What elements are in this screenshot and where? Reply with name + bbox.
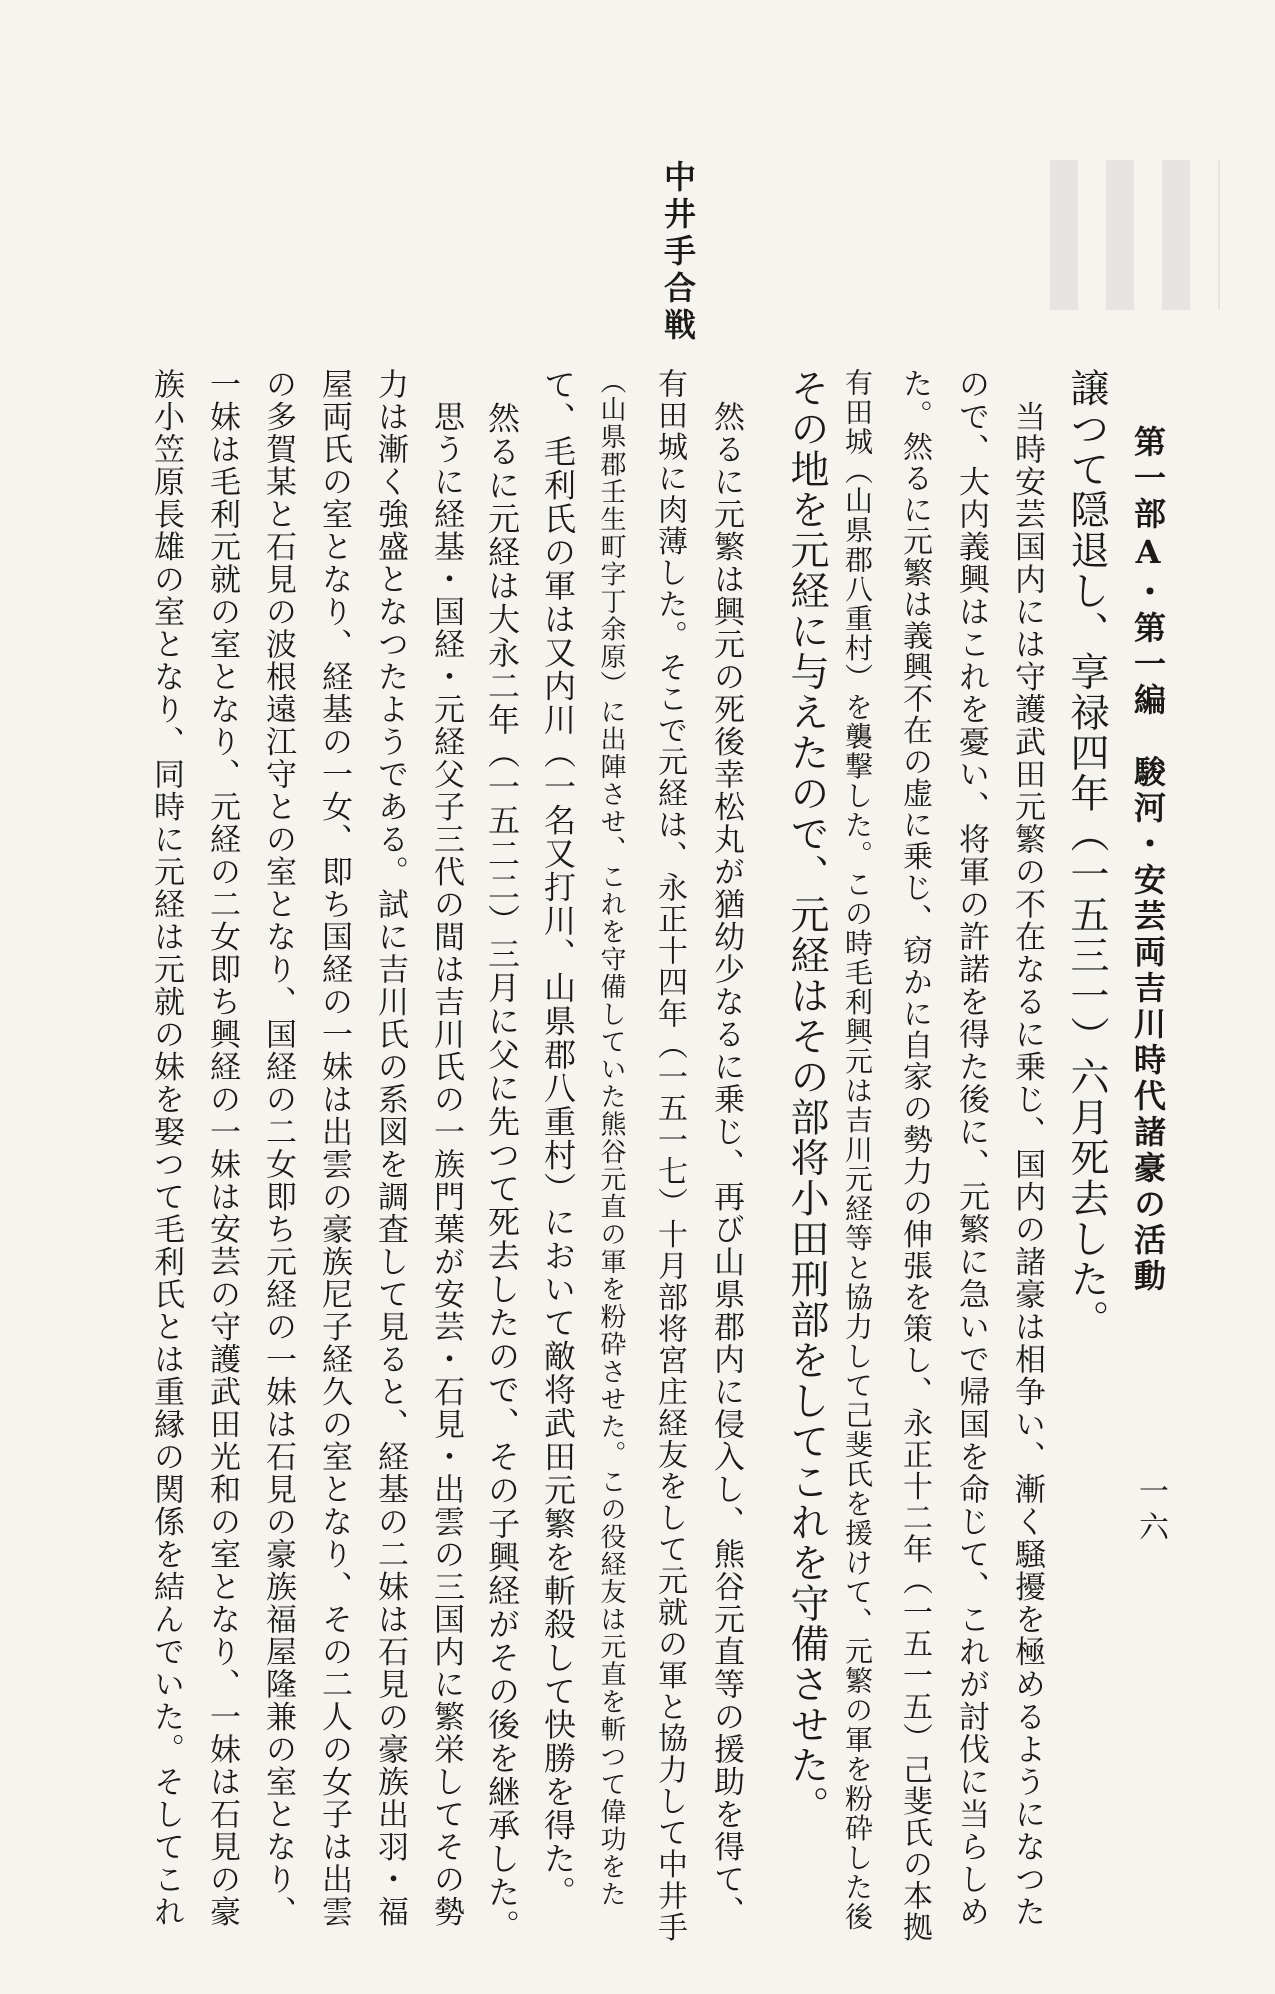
body-line: 族小笠原長雄の室となり、同時に元経は元就の妹を娶つて毛利氏とは重縁の関係を結んでいた。そしてこれ bbox=[148, 368, 184, 1928]
body-line: 有田城（山県郡八重村）を襲撃した。この時毛利興元は吉川元経等と協力して己斐氏を援けて、元繁の軍を粉砕した後 bbox=[841, 368, 874, 1932]
body-line: 当時安芸国内には守護武田元繁の不在なるに乗じ、国内の諸豪は相争い、漸く騒擾を極めるようになつた bbox=[1009, 368, 1045, 1928]
running-header: 第一部A・第一編 駿河・安芸両吉川時代諸豪の活動 bbox=[1129, 425, 1167, 1295]
body-line: 力は漸く強盛となつたようである。試に吉川氏の系図を調査して見ると、経基の二妹は石見の豪族出羽・福 bbox=[372, 368, 408, 1928]
page-number: 一六 bbox=[1133, 1475, 1168, 1547]
body-line: た。然るに元繁は義興不在の虚に乗じ、窃かに自家の勢力の伸張を策し、永正十二年（一五一五）己斐氏の本拠 bbox=[897, 368, 932, 1943]
body-line: の多賀某と石見の波根遠江守との室となり、国経の二女即ち元経の一妹は石見の豪族福屋隆兼の室となり、 bbox=[260, 368, 296, 1928]
body-line: 然るに元繁は興元の死後幸松丸が猶幼少なるに乗じ、再び山県郡内に侵入し、熊谷元直等の援助を得て、 bbox=[708, 368, 744, 1928]
body-line: 屋両氏の室となり、経基の一女、即ち国経の一妹は出雲の豪族尼子経久の室となり、その二人の女子は出雲 bbox=[316, 368, 352, 1928]
body-line: ので、大内義興はこれを憂い、将軍の許諾を得た後に、元繁に急いで帰国を命じて、これが討伐に当らしめ bbox=[953, 368, 989, 1928]
body-line: その地を元経に与えたので、元経はその部将小田刑部をしてこれを守備させた。 bbox=[784, 368, 829, 1826]
body-line: 思うに経基・国経・元経父子三代の間は吉川氏の一族門葉が安芸・石見・出雲の三国内に繁栄してその勢 bbox=[428, 368, 464, 1928]
body-line: 有田城に肉薄した。そこで元経は、永正十四年（一五一七）十月部将宮庄経友をして元就の軍と協力して中井手 bbox=[652, 368, 687, 1943]
side-heading: 中井手合戦 bbox=[659, 160, 697, 345]
bleed-through-shadow bbox=[1050, 160, 1220, 310]
body-line: 然るに元経は大永二年（一五二二）三月に父に先つて死去したので、その子興経がその後を継承した。 bbox=[483, 368, 521, 1943]
body-line: （山県郡壬生町字丁余原）に出陣させ、これを守備していた熊谷元直の軍を粉砕させた。この役経友は元直を斬つて偉功をた bbox=[596, 368, 626, 1908]
body-line: 一妹は毛利元就の室となり、元経の二女即ち興経の一妹は安芸の守護武田光和の室となり、一妹は石見の豪 bbox=[204, 368, 240, 1928]
body-line: 譲つて隠退し、享禄四年（一五三一）六月死去した。 bbox=[1064, 368, 1109, 1340]
body-line: て、毛利氏の軍は又内川（一名又打川、山県郡八重村）において敵将武田元繁を斬殺して快勝を得た。 bbox=[539, 368, 577, 1909]
